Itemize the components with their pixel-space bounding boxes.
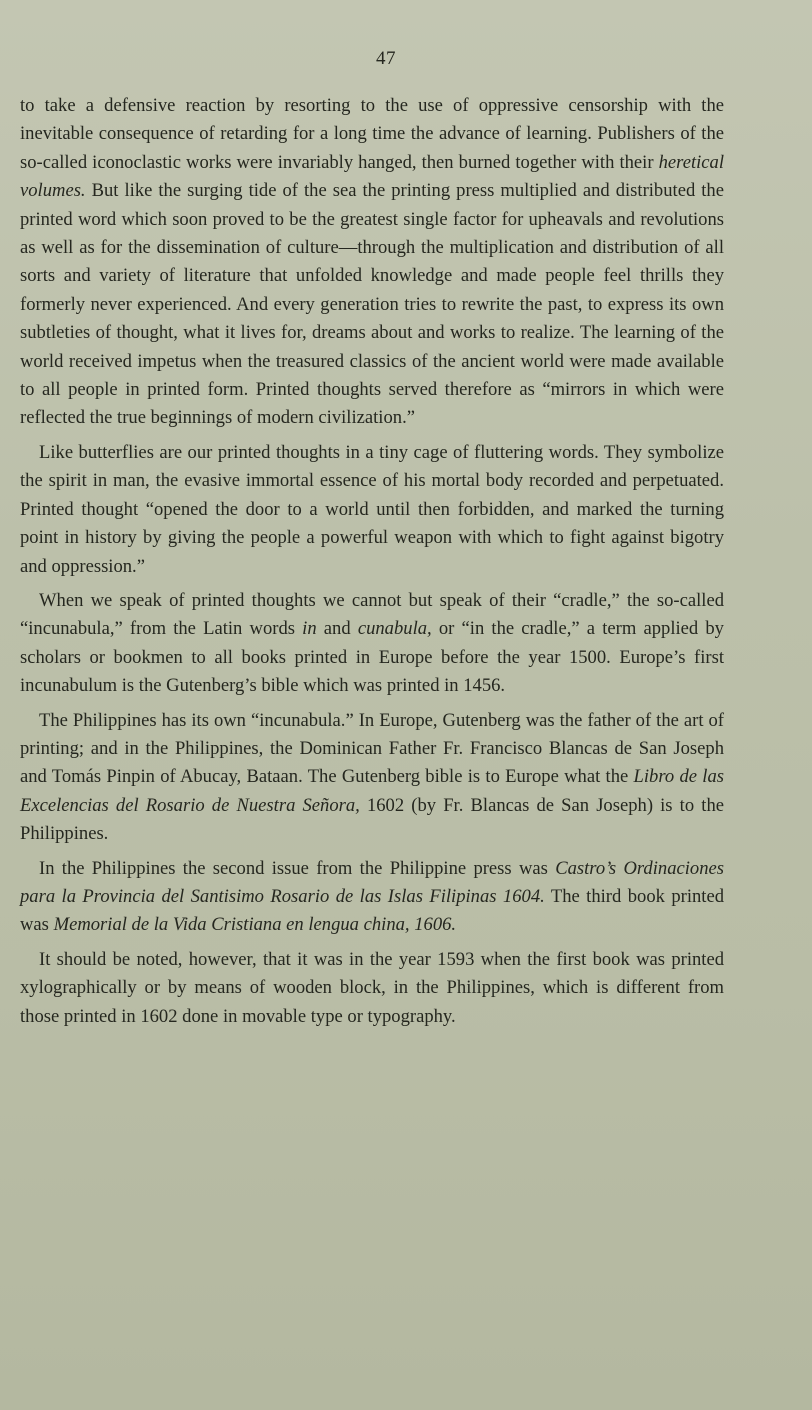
italic-text: in (302, 618, 317, 640)
italic-text: cunabula, (357, 618, 432, 640)
text-segment: When we speak of printed thoughts we cannot but speak of their “cradle,” the so-called “incunabula,” from the Latin words (20, 589, 724, 640)
text-segment: Like butterflies are our printed thoughts in a tiny cage of fluttering words. They symbolize the spirit in man, the evasive immortal essence of his mortal body recorded and perpetuated. Printed thought “opened the door to a world until then forbidden, and marked the turning point in history by giving the people a powerful weapon with which to fight against bigotry and oppression.” (20, 441, 724, 577)
paragraph-p3 (20, 587, 724, 701)
body-text (20, 92, 724, 1031)
paragraph-p4 (20, 707, 724, 849)
paragraph-p2 (20, 439, 724, 581)
page-number: 47 (376, 48, 396, 69)
paragraph-p5 (20, 855, 724, 940)
italic-text: Libro de las Excelencias del Rosario de Nuestra Señora, (20, 766, 724, 816)
text-segment: The Philippines has its own “incunabula.” In Europe, Gutenberg was the father of the art of printing; and in the Philippines, the Dominican Father Fr. Francisco Blancas de San Joseph and Tomás Pinpin of Abucay, Bataan. The Gutenberg bible is to Europe what the (20, 709, 724, 788)
text-segment: The third book printed was (20, 885, 725, 936)
paragraph-p1 (20, 92, 724, 433)
italic-text: Memorial de la Vida Cristiana en lengua china, 1606. (53, 914, 457, 936)
text-segment: But like the surging tide of the sea the printing press multiplied and distributed the printed word which soon proved to be the greatest single factor for upheavals and revolutions as well as for the dissemination of culture—through the multiplication and distribution of all sorts and variety of literature that unfolded knowledge and made people feel thrills they formerly never experienced. And every generation tries to rewrite the past, to express its own subtleties of thought, what it lives for, dreams about and works to realize. The learning of the world received impetus when the treasured classics of the ancient world were made available to all people in printed form. Printed thoughts served therefore as “mirrors in which were reflected the true beginnings of modern civilization.” (20, 180, 724, 429)
text-segment: 1602 (by Fr. Blancas de San Joseph) is to the Philippines. (20, 794, 724, 845)
italic-text: heretical volumes. (20, 151, 724, 202)
text-segment: to take a defensive reaction by resorting to the use of oppressive censorship with the inevitable consequence of retarding for a long time the advance of learning. Publishers of the so-called iconoclastic works were invariably hanged, then burned together with their (20, 95, 724, 173)
text-segment: It should be noted, however, that it was in the year 1593 when the first book was printed xylographically or by means of wooden block, in the Philippines, which is different from those printed in 1602 done in movable type or typography. (20, 948, 724, 1027)
text-segment: In the Philippines the second issue from the Philippine press was (39, 857, 556, 879)
text-segment: and (316, 618, 358, 640)
paragraph-p6 (20, 946, 724, 1031)
italic-text: Castro’s Ordinaciones para la Provincia del Santisimo Rosario de las Islas Filipinas 1604. (20, 857, 724, 907)
text-segment: or “in the cradle,” a term applied by scholars or bookmen to all books printed in Europe before the year 1500. Europe’s first incunabulum is the Gutenberg’s bible which was printed in 1456. (20, 618, 724, 697)
